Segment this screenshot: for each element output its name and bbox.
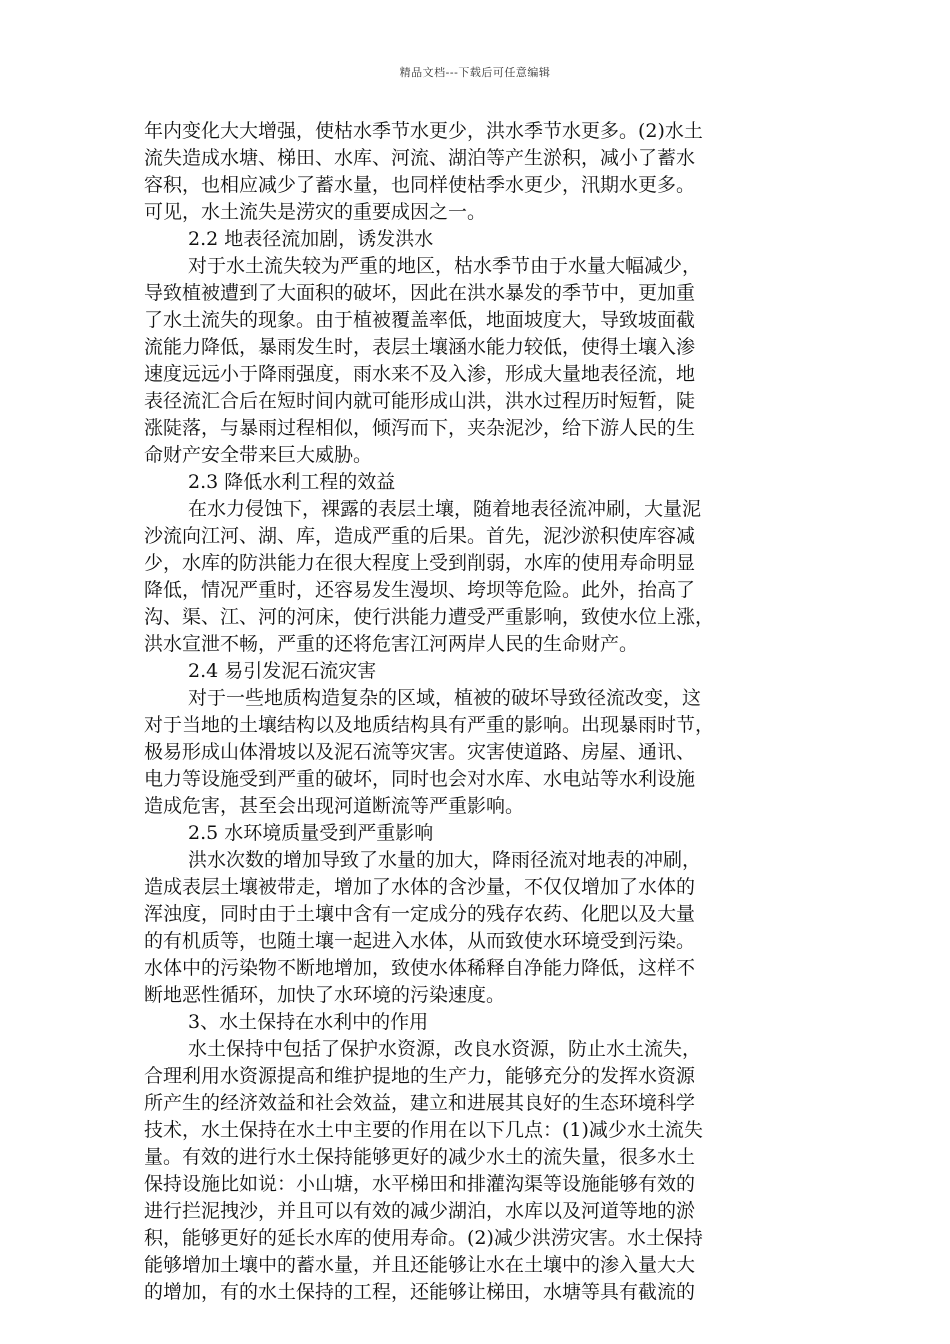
text-line: 流失造成水塘、梯田、水库、河流、湖泊等产生淤积，减小了蓄水 <box>144 147 696 169</box>
text-line: 年内变化大大增强，使枯水季节水更少，洪水季节水更多。(2)水土 <box>144 120 703 142</box>
text-line: 容积，也相应减少了蓄水量，也同样使枯季水更少，汛期水更多。 <box>144 174 696 196</box>
text-line: 流能力降低，暴雨发生时，表层土壤涵水能力较低，使得土壤入渗 <box>144 336 696 358</box>
document-body <box>144 118 804 1306</box>
text-line: 造成危害，甚至会出现河道断流等严重影响。 <box>144 795 525 817</box>
text-line: 极易形成山体滑坡以及泥石流等灾害。灾害使道路、房屋、通讯、 <box>144 741 696 763</box>
text-line: 造成表层土壤被带走，增加了水体的含沙量，不仅仅增加了水体的 <box>144 876 696 898</box>
text-line: 速度远远小于降雨强度，雨水来不及入渗，形成大量地表径流，地 <box>144 363 696 385</box>
section-heading: 2.5 水环境质量受到严重影响 <box>188 822 434 844</box>
text-line: 沙流向江河、湖、库，造成严重的后果。首先，泥沙淤积使库容减 <box>144 525 696 547</box>
text-line: 对于当地的土壤结构以及地质结构具有严重的影响。出现暴雨时节， <box>144 714 715 736</box>
text-line: 了水土流失的现象。由于植被覆盖率低，地面坡度大，导致坡面截 <box>144 309 696 331</box>
text-line: 沟、渠、江、河的河床，使行洪能力遭受严重影响，致使水位上涨， <box>144 606 715 628</box>
section-heading: 2.3 降低水利工程的效益 <box>188 471 396 493</box>
text-line: 洪水次数的增加导致了水量的加大，降雨径流对地表的冲刷， <box>188 849 702 871</box>
section-heading: 2.4 易引发泥石流灾害 <box>188 660 377 682</box>
text-line: 断地恶性循环，加快了水环境的污染速度。 <box>144 984 506 1006</box>
text-line: 量。有效的进行水土保持能够更好的减少水土的流失量，很多水土 <box>144 1146 696 1168</box>
text-line: 电力等设施受到严重的破坏，同时也会对水库、水电站等水利设施 <box>144 768 696 790</box>
text-line: 合理利用水资源提高和维护提地的生产力，能够充分的发挥水资源 <box>144 1065 696 1087</box>
text-line: 在水力侵蚀下，裸露的表层土壤，随着地表径流冲刷，大量泥 <box>188 498 702 520</box>
section-heading: 3、水土保持在水利中的作用 <box>188 1011 429 1033</box>
text-line: 技术，水土保持在水土中主要的作用在以下几点：(1)减少水土流失 <box>144 1119 703 1141</box>
text-line: 积，能够更好的延长水库的使用寿命。(2)减少洪涝灾害。水土保持 <box>144 1227 703 1249</box>
text-line: 水土保持中包括了保护水资源，改良水资源，防止水土流失， <box>188 1038 702 1060</box>
section-heading: 2.2 地表径流加剧，诱发洪水 <box>188 228 434 250</box>
text-line: 水体中的污染物不断地增加，致使水体稀释自净能力降低，这样不 <box>144 957 696 979</box>
text-line: 对于一些地质构造复杂的区域，植被的破坏导致径流改变，这 <box>188 687 702 709</box>
text-line: 所产生的经济效益和社会效益，建立和进展其良好的生态环境科学 <box>144 1092 696 1114</box>
text-line: 洪水宣泄不畅，严重的还将危害江河两岸人民的生命财产。 <box>144 633 639 655</box>
text-line: 进行拦泥拽沙，并且可以有效的减少湖泊，水库以及河道等地的淤 <box>144 1200 696 1222</box>
text-line: 命财产安全带来巨大威胁。 <box>144 444 373 466</box>
text-line: 的有机质等，也随土壤一起进入水体，从而致使水环境受到污染。 <box>144 930 696 952</box>
text-line: 对于水土流失较为严重的地区，枯水季节由于水量大幅减少， <box>188 255 702 277</box>
text-line: 能够增加土壤中的蓄水量，并且还能够让水在土壤中的渗入量大大 <box>144 1254 696 1276</box>
text-line: 降低，情况严重时，还容易发生漫坝、垮坝等危险。此外，抬高了 <box>144 579 696 601</box>
text-line: 浑浊度，同时由于土壤中含有一定成分的残存农药、化肥以及大量 <box>144 903 696 925</box>
text-line: 表径流汇合后在短时间内就可能形成山洪，洪水过程历时短暂，陡 <box>144 390 696 412</box>
text-line: 涨陡落，与暴雨过程相似，倾泻而下，夹杂泥沙，给下游人民的生 <box>144 417 696 439</box>
text-line: 可见，水土流失是涝灾的重要成因之一。 <box>144 201 487 223</box>
page-header: 精品文档---下载后可任意编辑 <box>399 66 551 79</box>
text-line: 导致植被遭到了大面积的破坏，因此在洪水暴发的季节中，更加重 <box>144 282 696 304</box>
text-line: 的增加，有的水土保持的工程，还能够让梯田，水塘等具有截流的 <box>144 1281 696 1303</box>
text-line: 保持设施比如说：小山塘，水平梯田和排灌沟渠等设施能够有效的 <box>144 1173 696 1195</box>
text-line: 少，水库的防洪能力在很大程度上受到削弱，水库的使用寿命明显 <box>144 552 696 574</box>
